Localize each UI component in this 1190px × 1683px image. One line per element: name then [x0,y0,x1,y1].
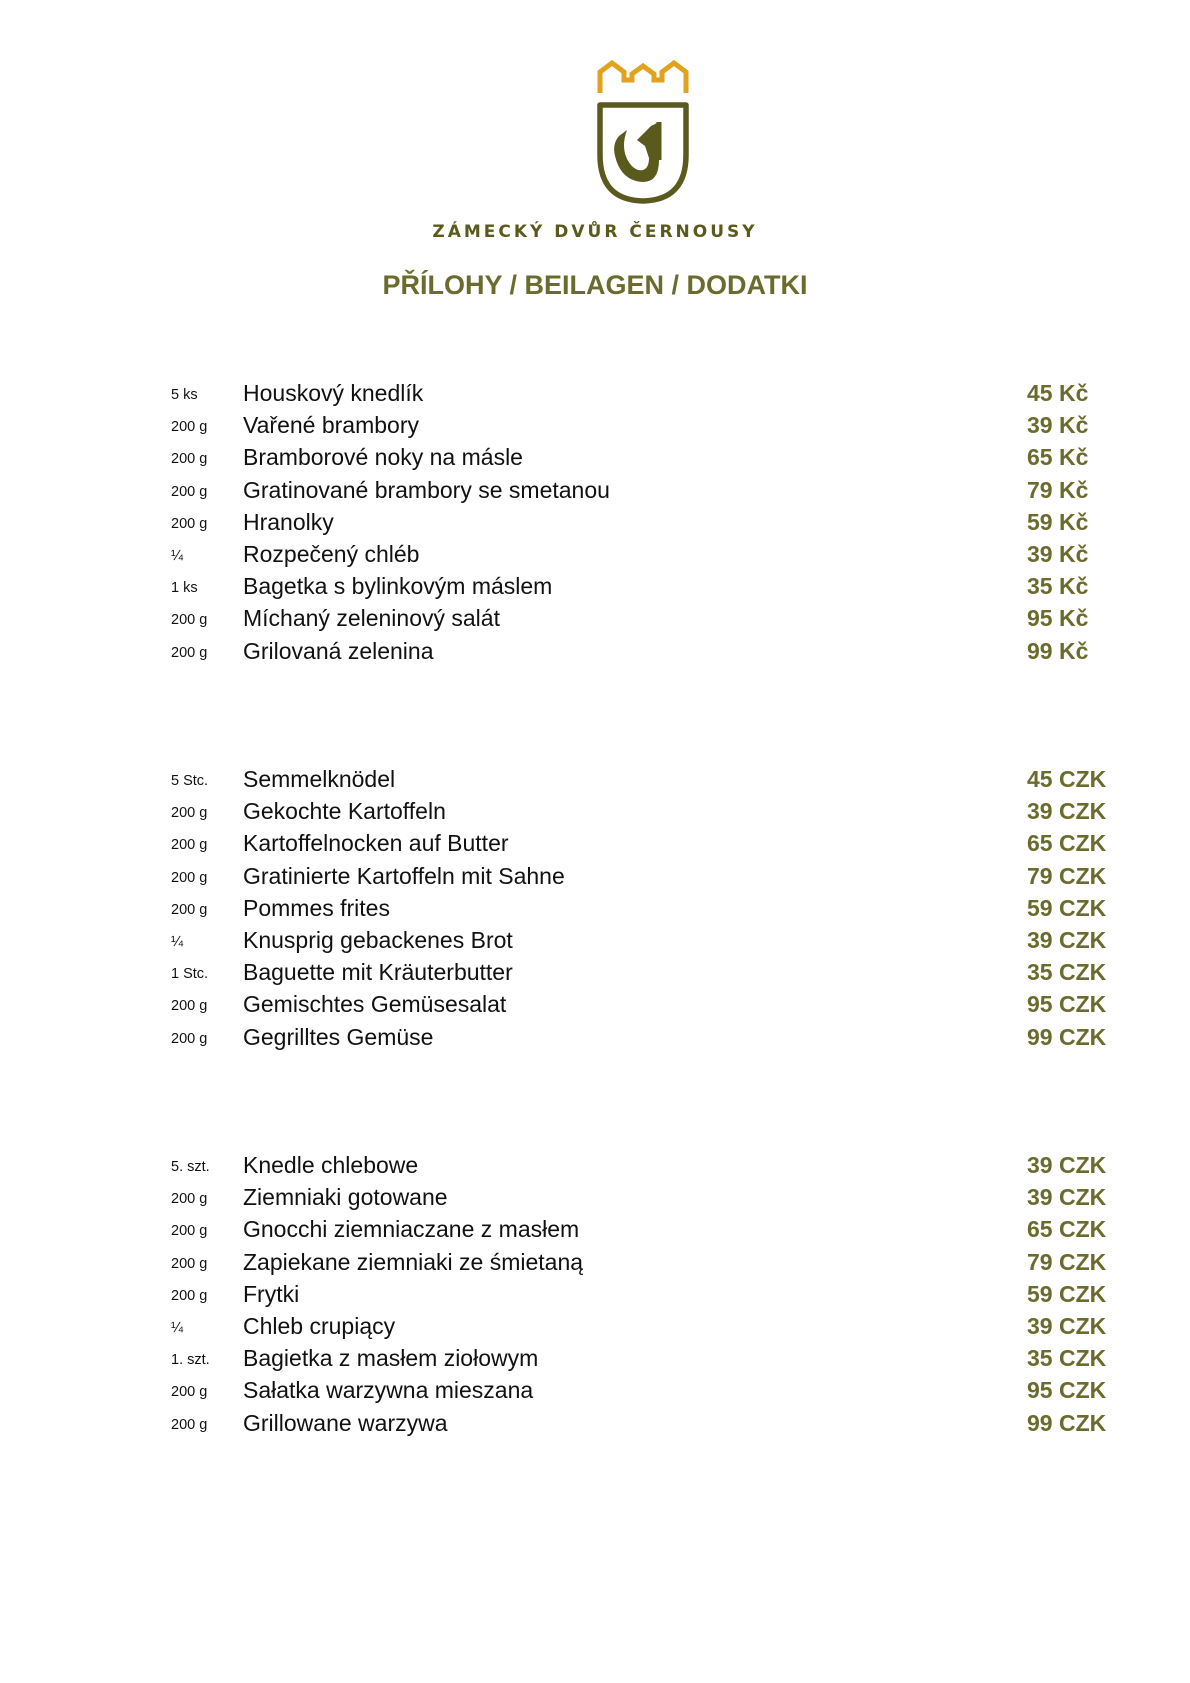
item-quantity: 200 g [171,515,208,532]
item-price: 95 CZK [1027,991,1107,1018]
item-price: 39 CZK [1027,798,1107,825]
list-item [0,860,1190,892]
item-name: Bramborové noky na másle [243,444,523,471]
item-quantity: 200 g [171,901,208,918]
item-name: Gekochte Kartoffeln [243,798,446,825]
item-quantity: 200 g [171,1191,208,1208]
item-name: Knusprig gebackenes Brot [243,926,513,953]
menu-section-czech [0,377,1190,667]
item-price: 59 CZK [1027,894,1107,921]
brand-name: ZÁMECKÝ DVŮR ČERNOUSY [432,222,758,242]
item-quantity: 200 g [171,869,208,886]
page-title: PŘÍLOHY / BEILAGEN / DODATKI [382,270,808,300]
item-price: 35 CZK [1027,1345,1107,1372]
list-item [0,506,1190,538]
list-item [0,1246,1190,1278]
list-item [0,538,1190,570]
item-quantity: 1. szt. [171,1352,210,1369]
menu-section-german [0,763,1190,1053]
item-quantity: 200 g [171,1416,208,1433]
item-name: Gratinované brambory se smetanou [243,476,610,503]
item-name: Zapiekane ziemniaki ze śmietaną [243,1248,584,1275]
list-item [0,635,1190,667]
list-item [0,441,1190,473]
list-item [0,570,1190,602]
item-name: Gnocchi ziemniaczane z masłem [243,1216,580,1243]
list-item [0,1342,1190,1374]
item-quantity: 200 g [171,1030,208,1047]
item-name: Sałatka warzywna mieszana [243,1377,534,1404]
item-name: Chleb crupiący [243,1312,396,1339]
castle-horse-logo [597,60,689,205]
list-item [0,1374,1190,1406]
item-name: Houskový knedlík [243,380,424,406]
item-name: Grillowane warzywa [243,1409,448,1436]
item-price: 99 Kč [1027,637,1089,664]
item-price: 95 Kč [1027,605,1089,632]
item-price: 65 Kč [1027,444,1089,471]
item-price: 65 CZK [1027,830,1107,857]
list-item [0,827,1190,859]
list-item [0,1181,1190,1213]
item-price: 99 CZK [1027,1023,1107,1050]
shield-icon [600,105,686,201]
item-name: Knedle chlebowe [243,1152,419,1178]
list-item [0,474,1190,506]
item-price: 35 Kč [1027,573,1089,600]
item-quantity: 200 g [171,805,208,822]
item-name: Gegrilltes Gemüse [243,1023,434,1050]
item-quantity: ¼ [171,933,184,950]
item-name: Baguette mit Kräuterbutter [243,959,513,986]
list-item [0,1310,1190,1342]
item-quantity: 200 g [171,837,208,854]
item-name: Bagietka z masłem ziołowym [243,1345,539,1372]
castle-crown-icon [600,63,686,93]
item-name: Vařené brambory [243,412,419,439]
item-price: 59 Kč [1027,508,1089,535]
item-quantity: 200 g [171,998,208,1015]
item-quantity: 200 g [171,483,208,500]
list-item [0,924,1190,956]
item-quantity: 1 ks [171,580,198,597]
item-quantity: 200 g [171,419,208,436]
list-item [0,1278,1190,1310]
item-price: 95 CZK [1027,1377,1107,1404]
menu-section-polish [0,1149,1190,1439]
item-name: Kartoffelnocken auf Butter [243,830,509,857]
list-item [0,795,1190,827]
item-price: 79 Kč [1027,476,1089,503]
item-price: 59 CZK [1027,1280,1107,1307]
item-quantity: 200 g [171,1255,208,1272]
item-quantity: ¼ [171,1319,184,1336]
horse-head-icon [614,122,659,182]
item-name: Hranolky [243,508,334,535]
item-price: 45 Kč [1027,380,1089,406]
item-price: 39 Kč [1027,540,1089,567]
item-quantity: 200 g [171,451,208,468]
item-name: Gemischtes Gemüsesalat [243,991,507,1018]
item-price: 39 CZK [1027,1312,1107,1339]
list-item [0,1213,1190,1245]
item-name: Pommes frites [243,894,390,921]
item-quantity: 200 g [171,1287,208,1304]
item-name: Rozpečený chléb [243,540,420,567]
item-name: Semmelknödel [243,766,396,792]
item-price: 35 CZK [1027,959,1107,986]
item-quantity: 1 Stc. [171,966,209,983]
list-item [0,602,1190,634]
item-price: 39 Kč [1027,412,1089,439]
item-name: Gratinierte Kartoffeln mit Sahne [243,862,565,889]
list-item [0,1407,1190,1439]
list-item [0,988,1190,1020]
item-name: Míchaný zeleninový salát [243,605,500,632]
item-name: Frytki [243,1280,300,1307]
item-quantity: 5 ks [171,387,198,403]
item-name: Bagetka s bylinkovým máslem [243,573,553,600]
item-quantity: 200 g [171,1223,208,1240]
list-item [0,956,1190,988]
item-price: 79 CZK [1027,1248,1107,1275]
item-quantity: 5 Stc. [171,773,209,789]
list-item [0,892,1190,924]
list-item [0,1021,1190,1053]
item-price: 39 CZK [1027,926,1107,953]
item-price: 45 CZK [1027,766,1107,792]
item-name: Grilovaná zelenina [243,637,434,664]
item-name: Ziemniaki gotowane [243,1184,448,1211]
list-item [0,1149,1190,1181]
item-price: 99 CZK [1027,1409,1107,1436]
list-item [0,409,1190,441]
item-price: 65 CZK [1027,1216,1107,1243]
list-item [0,377,1190,409]
item-price: 39 CZK [1027,1184,1107,1211]
list-item [0,763,1190,795]
item-quantity: 200 g [171,1384,208,1401]
item-quantity: 200 g [171,644,208,661]
item-quantity: 200 g [171,612,208,629]
item-price: 79 CZK [1027,862,1107,889]
item-price: 39 CZK [1027,1152,1107,1178]
item-quantity: ¼ [171,547,184,564]
item-quantity: 5. szt. [171,1159,210,1175]
